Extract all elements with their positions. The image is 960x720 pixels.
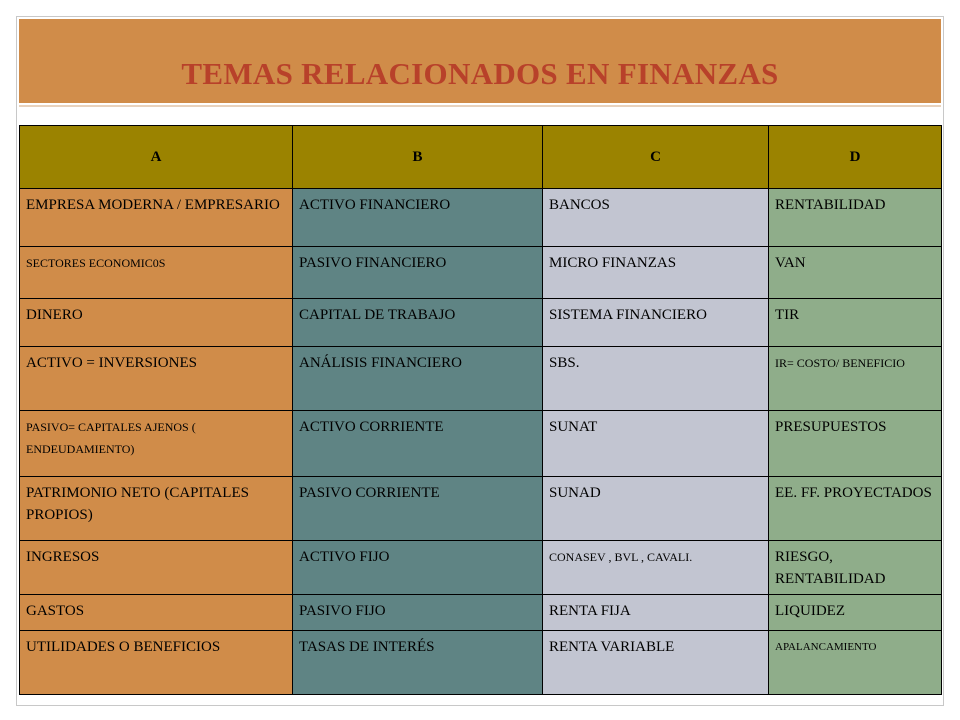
cell-d — [769, 631, 942, 695]
cell-d — [769, 411, 942, 477]
cell-b — [293, 541, 543, 595]
table-row — [20, 541, 942, 595]
header-a: A — [20, 126, 293, 189]
table-row — [20, 477, 942, 541]
cell-text: ACTIVO FIJO — [299, 549, 390, 565]
cell-b — [293, 631, 543, 695]
table-row — [20, 189, 942, 247]
cell-d — [769, 477, 942, 541]
cell-text: PASIVO CORRIENTE — [299, 485, 440, 501]
cell-text: IR= COSTO/ BENEFICIO — [775, 356, 905, 370]
cell-text: RIESGO, RENTABILIDAD — [775, 549, 886, 587]
cell-text: PASIVO= CAPITALES AJENOS ( ENDEUDAMIENTO) — [26, 420, 196, 456]
cell-a — [20, 631, 293, 695]
cell-b — [293, 189, 543, 247]
cell-text: PASIVO FIJO — [299, 603, 386, 619]
cell-c — [543, 247, 769, 299]
cell-text: LIQUIDEZ — [775, 603, 845, 619]
cell-b — [293, 247, 543, 299]
slide-title: TEMAS RELACIONADOS EN FINANZAS — [181, 56, 779, 91]
cell-b — [293, 595, 543, 631]
cell-text: CAPITAL DE TRABAJO — [299, 307, 456, 323]
cell-text: DINERO — [26, 307, 83, 323]
cell-text: VAN — [775, 255, 806, 271]
table-row — [20, 247, 942, 299]
table-row — [20, 347, 942, 411]
cell-c — [543, 541, 769, 595]
cell-text: ACTIVO = INVERSIONES — [26, 355, 197, 371]
table-row — [20, 299, 942, 347]
cell-text: BANCOS — [549, 197, 610, 213]
cell-a — [20, 477, 293, 541]
cell-text: GASTOS — [26, 603, 85, 619]
cell-text: UTILIDADES O BENEFICIOS — [26, 639, 221, 655]
cell-b — [293, 347, 543, 411]
cell-text: CONASEV , BVL , CAVALI. — [549, 550, 693, 564]
cell-a — [20, 299, 293, 347]
cell-c — [543, 595, 769, 631]
table-row — [20, 411, 942, 477]
table-row — [20, 595, 942, 631]
cell-d — [769, 541, 942, 595]
cell-text: SUNAD — [549, 485, 601, 501]
cell-text: INGRESOS — [26, 549, 100, 565]
cell-text: TASAS DE INTERÉS — [299, 639, 435, 655]
cell-text: SECTORES ECONOMIC0S — [26, 256, 166, 270]
cell-text: EMPRESA MODERNA / EMPRESARIO — [26, 197, 280, 213]
cell-text: ACTIVO FINANCIERO — [299, 197, 451, 213]
cell-a — [20, 347, 293, 411]
cell-b — [293, 411, 543, 477]
cell-c — [543, 299, 769, 347]
cell-text: TIR — [775, 307, 800, 323]
divider — [19, 105, 941, 107]
cell-text: EE. FF. PROYECTADOS — [775, 485, 932, 501]
cell-text: RENTABILIDAD — [775, 197, 886, 213]
cell-a — [20, 595, 293, 631]
header-c: C — [543, 126, 769, 189]
cell-text: PASIVO FINANCIERO — [299, 255, 447, 271]
cell-d — [769, 595, 942, 631]
cell-text: APALANCAMIENTO — [775, 641, 877, 653]
cell-d — [769, 247, 942, 299]
cell-text: RENTA VARIABLE — [549, 639, 675, 655]
cell-text: SBS. — [549, 355, 580, 371]
cell-text: RENTA FIJA — [549, 603, 631, 619]
cell-d — [769, 189, 942, 247]
cell-text: ACTIVO CORRIENTE — [299, 419, 444, 435]
cell-text: ANÁLISIS FINANCIERO — [299, 355, 462, 371]
cell-a — [20, 411, 293, 477]
cell-c — [543, 189, 769, 247]
table-row — [20, 631, 942, 695]
cell-c — [543, 347, 769, 411]
cell-a — [20, 541, 293, 595]
cell-c — [543, 411, 769, 477]
cell-c — [543, 631, 769, 695]
cell-b — [293, 299, 543, 347]
cell-text: SUNAT — [549, 419, 598, 435]
header-d: D — [769, 126, 942, 189]
cell-text: SISTEMA FINANCIERO — [549, 307, 707, 323]
cell-text: MICRO FINANZAS — [549, 255, 677, 271]
cell-b — [293, 477, 543, 541]
topics-table — [19, 125, 942, 695]
cell-text: PATRIMONIO NETO (CAPITALES PROPIOS) — [26, 485, 249, 523]
cell-d — [769, 347, 942, 411]
cell-d — [769, 299, 942, 347]
cell-c — [543, 477, 769, 541]
cell-a — [20, 247, 293, 299]
header-b: B — [293, 126, 543, 189]
table-header-row — [20, 126, 942, 189]
cell-a — [20, 189, 293, 247]
cell-text: PRESUPUESTOS — [775, 419, 887, 435]
